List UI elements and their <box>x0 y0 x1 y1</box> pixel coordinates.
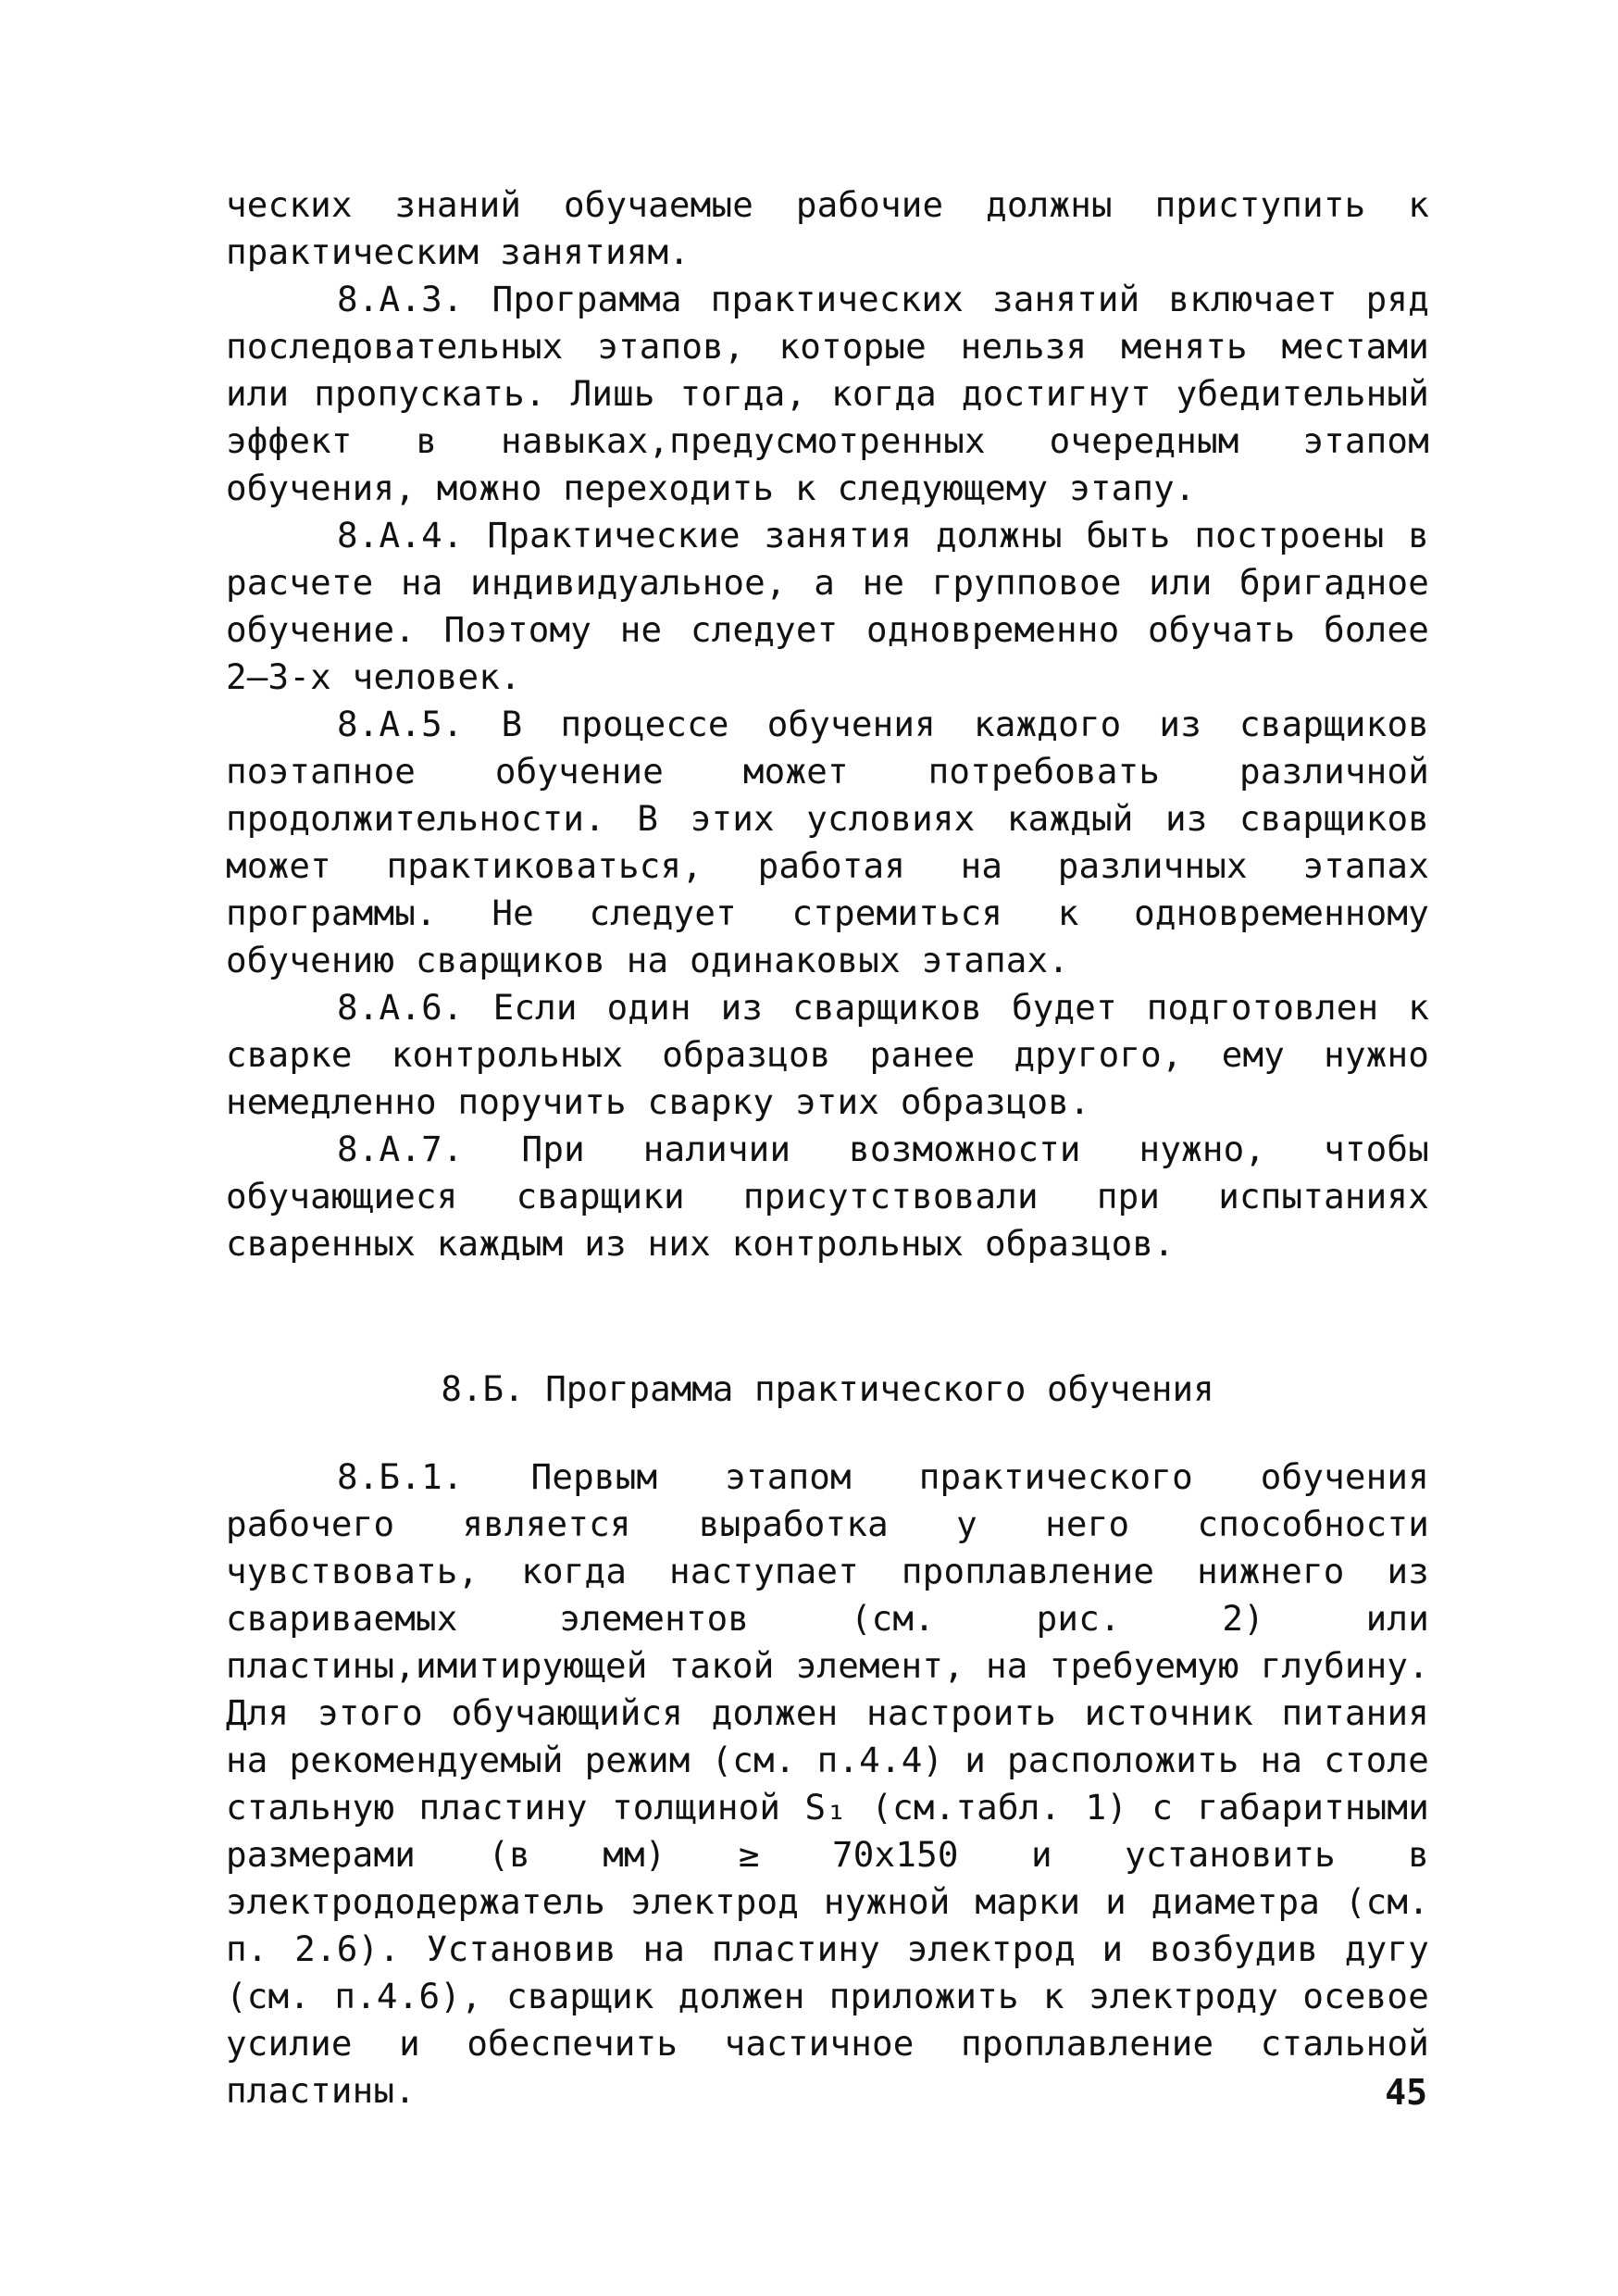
paragraph-8-a-4: 8.А.4. Практические занятия должны быть построены в расчете на индивидуальное, а не групповое или бригадное обучение. Поэтому не следует одновременно обучать более 2–3-х человек. <box>226 515 1429 697</box>
paragraph-8-a-5: 8.А.5. В процессе обучения каждого из сварщиков поэтапное обучение может потребовать различной продолжительности. В этих условиях каждый из сварщиков может практиковаться, работая на различных этапах программы. Не следует стремиться к одновременному обучению сварщиков на одинаковых этапах. <box>226 704 1429 980</box>
paragraph-8-b-1: 8.Б.1. Первым этапом практического обучения рабочего является выработка у него способности чувствовать, когда наступает проплавление нижнего из свариваемых элементов (см. рис. 2) или пластины,имитирующей такой элемент, на требуемую глубину. Для этого обучающийся должен настроить источник питания на рекомендуемый режим (см. п.4.4) и расположить на столе стальную пластину толщиной S₁ (см.табл. 1) с габаритными размерами (в мм) ≥ 70х150 и установить в электрододержатель электрод нужной марки и диаметра (см. п. 2.6). Установив на пластину электрод и возбудив дугу (см. п.4.6), сварщик должен приложить к электроду осевое усилие и обеспечить частичное проплавление стальной пластины. <box>226 1456 1429 2111</box>
paragraph-8-a-6: 8.А.6. Если один из сварщиков будет подготовлен к сварке контрольных образцов ранее другого, ему нужно немедленно поручить сварку этих образцов. <box>226 987 1429 1122</box>
text-block-bottom <box>226 1454 1429 2115</box>
section-heading: 8.Б. Программа практического обучения <box>441 1368 1214 1409</box>
page-number: 45 <box>1385 2072 1427 2113</box>
paragraph-8-a-3: 8.А.3. Программа практических занятий включает ряд последовательных этапов, которые нельзя менять местами или пропускать. Лишь тогда, когда достигнут убедительный эффект в навыках,предусмотренных очередным этапом обучения, можно переходить к следующему этапу. <box>226 279 1429 508</box>
paragraph-8-a-7: 8.А.7. При наличии возможности нужно, чтобы обучающиеся сварщики присутствовали при испытаниях сваренных каждым из них контрольных образцов. <box>226 1129 1429 1264</box>
text-block-top <box>226 181 1429 1267</box>
continuation-paragraph: ческих знаний обучаемые рабочие должны приступить к практическим занятиям. <box>226 184 1429 272</box>
